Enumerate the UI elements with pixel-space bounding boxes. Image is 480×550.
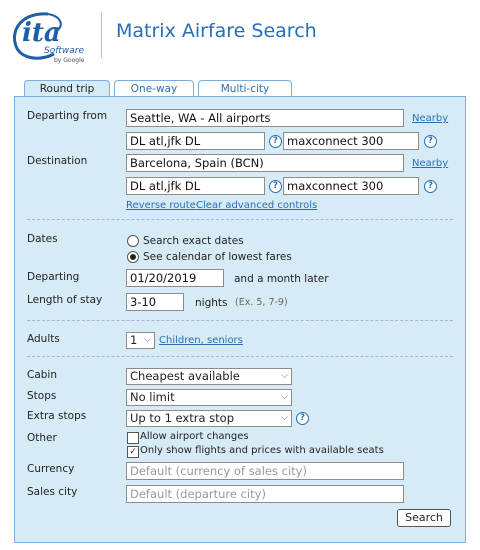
origin-input[interactable]: Seattle, WA - All airports xyxy=(126,109,404,127)
adults-select[interactable] xyxy=(126,332,155,349)
sales-city-label: Sales city xyxy=(27,486,78,498)
cabin-label: Cabin xyxy=(27,369,58,381)
extra-stops-value: Up to 1 extra stop xyxy=(130,411,234,425)
page-title: Matrix Airfare Search xyxy=(116,20,317,42)
ita-software-logo xyxy=(8,8,92,66)
calendar-label: See calendar of lowest fares xyxy=(143,251,292,263)
sales-city-input[interactable]: Default (departure city) xyxy=(126,485,404,503)
nights-label: nights xyxy=(195,297,228,309)
length-of-stay-label: Length of stay xyxy=(27,294,103,306)
section-divider xyxy=(27,320,453,321)
reverse-route-link[interactable]: Reverse route xyxy=(126,200,196,211)
length-of-stay-input[interactable]: 3-10 xyxy=(126,293,184,311)
chevron-down-icon: ⌵ xyxy=(144,335,151,345)
only-available-checkbox[interactable] xyxy=(127,446,139,458)
tab-one-way[interactable]: One-way xyxy=(114,80,194,97)
adults-label: Adults xyxy=(27,333,60,345)
clear-advanced-link[interactable]: Clear advanced controls xyxy=(196,200,318,211)
logo-main-text: ita xyxy=(22,18,61,48)
dates-label: Dates xyxy=(27,233,58,245)
other-label: Other xyxy=(27,432,57,444)
origin-routing-input[interactable]: DL atl,jfk DL xyxy=(126,132,265,150)
search-form-panel xyxy=(14,96,466,543)
chevron-down-icon: ⌵ xyxy=(281,371,288,381)
date-range-suffix: and a month later xyxy=(234,273,329,285)
adults-value: 1 xyxy=(130,333,138,347)
stops-select[interactable] xyxy=(126,389,292,406)
exact-dates-label: Search exact dates xyxy=(143,235,244,247)
logo-by-text: by Google xyxy=(54,57,85,64)
header xyxy=(0,0,480,70)
stops-label: Stops xyxy=(27,390,57,402)
destination-extension-input[interactable]: maxconnect 300 xyxy=(283,177,419,195)
chevron-down-icon: ⌵ xyxy=(281,413,288,423)
section-divider xyxy=(27,356,453,357)
destination-label: Destination xyxy=(27,155,88,167)
stops-value: No limit xyxy=(130,390,175,404)
search-button[interactable]: Search xyxy=(397,509,451,527)
only-available-label: Only show flights and prices with available seats xyxy=(140,445,384,456)
chevron-down-icon: ⌵ xyxy=(281,392,288,402)
currency-input[interactable]: Default (currency of sales city) xyxy=(126,462,404,480)
header-divider xyxy=(101,12,102,58)
extra-stops-label: Extra stops xyxy=(27,410,87,422)
tab-multi-city[interactable]: Multi-city xyxy=(198,80,292,97)
destination-routing-help-icon[interactable]: ? xyxy=(269,180,282,193)
origin-routing-help-icon[interactable]: ? xyxy=(269,135,282,148)
currency-label: Currency xyxy=(27,463,75,475)
extra-stops-select[interactable] xyxy=(126,410,292,427)
calendar-radio[interactable] xyxy=(127,251,139,263)
destination-routing-input[interactable]: DL atl,jfk DL xyxy=(126,177,265,195)
cabin-value: Cheapest available xyxy=(130,369,240,383)
destination-extension-help-icon[interactable]: ? xyxy=(424,180,437,193)
origin-nearby-link[interactable]: Nearby xyxy=(412,113,449,124)
radio-selected-dot xyxy=(130,254,136,260)
departure-date-input[interactable]: 01/20/2019 xyxy=(126,269,224,287)
check-icon: ✓ xyxy=(129,447,137,457)
cabin-select[interactable] xyxy=(126,368,292,385)
destination-input[interactable]: Barcelona, Spain (BCN) xyxy=(126,154,404,172)
logo-sub-text: Software xyxy=(44,46,85,56)
children-seniors-link[interactable]: Children, seniors xyxy=(159,335,243,346)
extra-stops-help-icon[interactable]: ? xyxy=(296,412,309,425)
allow-airport-changes-label: Allow airport changes xyxy=(140,431,249,442)
destination-nearby-link[interactable]: Nearby xyxy=(412,158,449,169)
origin-extension-input[interactable]: maxconnect 300 xyxy=(283,132,419,150)
departing-from-label: Departing from xyxy=(27,110,108,122)
origin-extension-help-icon[interactable]: ? xyxy=(424,135,437,148)
allow-airport-changes-checkbox[interactable] xyxy=(127,432,139,444)
tab-round-trip[interactable]: Round trip xyxy=(24,80,110,98)
departing-label: Departing xyxy=(27,271,80,283)
section-divider xyxy=(27,219,453,220)
length-of-stay-hint: (Ex. 5, 7-9) xyxy=(235,297,288,308)
exact-dates-radio[interactable] xyxy=(127,235,139,247)
